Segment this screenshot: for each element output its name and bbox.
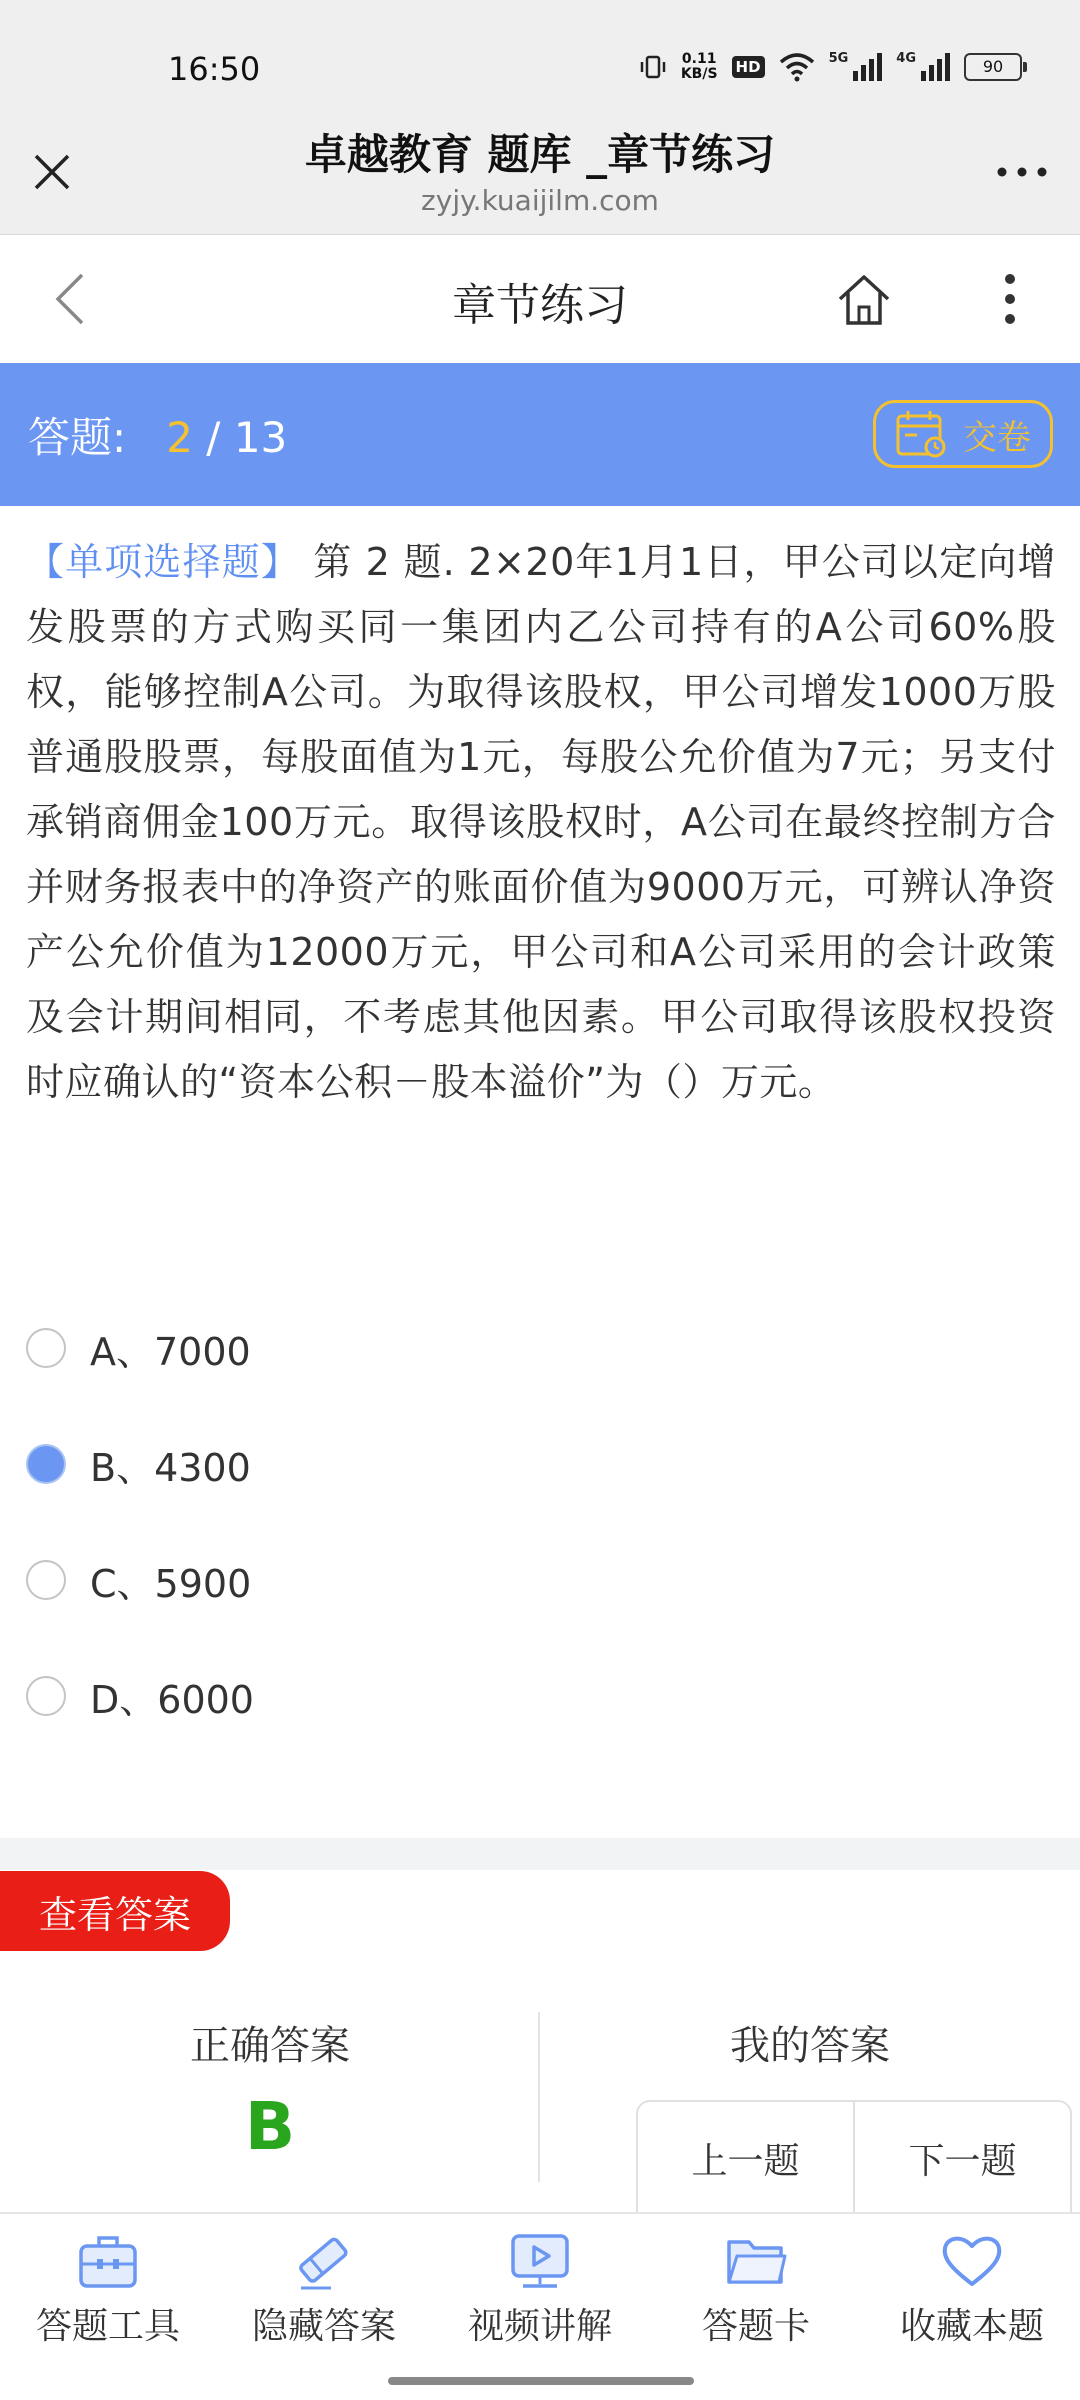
signal-label-1: 5G bbox=[828, 50, 849, 66]
tool-label: 答题工具 bbox=[35, 2306, 180, 2347]
progress-total: 13 bbox=[233, 413, 288, 462]
signal-icon bbox=[852, 53, 882, 81]
radio-button-selected[interactable] bbox=[26, 1444, 66, 1484]
browser-title: 卓越教育 题库 _章节练习 bbox=[304, 130, 776, 179]
submit-button[interactable] bbox=[873, 400, 1053, 468]
correct-answer-value: B bbox=[244, 2088, 296, 2165]
answer-divider bbox=[538, 2012, 540, 2182]
vibrate-icon bbox=[639, 53, 667, 81]
option-d[interactable] bbox=[26, 1638, 1056, 1754]
home-icon[interactable] bbox=[834, 269, 894, 329]
tool-video-explain[interactable] bbox=[432, 2214, 648, 2362]
tool-label: 答题卡 bbox=[701, 2306, 810, 2347]
hd-badge: HD bbox=[732, 56, 765, 78]
tool-label: 收藏本题 bbox=[899, 2306, 1044, 2347]
option-label: D、6000 bbox=[90, 1677, 254, 1722]
more-icon[interactable] bbox=[992, 160, 1052, 184]
section-divider bbox=[0, 1838, 1080, 1870]
tool-answer-card[interactable] bbox=[648, 2214, 864, 2362]
my-answer-title: 我的答案 bbox=[730, 2023, 890, 2069]
option-b[interactable] bbox=[26, 1406, 1056, 1522]
bottom-toolbar bbox=[0, 2212, 1080, 2362]
folder-icon bbox=[723, 2228, 789, 2294]
browser-bar bbox=[0, 110, 1080, 235]
option-c[interactable] bbox=[26, 1522, 1056, 1638]
option-label: A、7000 bbox=[90, 1329, 251, 1374]
home-indicator[interactable] bbox=[388, 2377, 694, 2385]
progress-bar bbox=[0, 363, 1080, 506]
video-icon bbox=[507, 2228, 573, 2294]
kebab-menu-icon[interactable] bbox=[990, 269, 1030, 329]
question-pager bbox=[636, 2100, 1072, 2214]
tool-hide-answer[interactable] bbox=[216, 2214, 432, 2362]
calendar-clock-icon bbox=[895, 409, 949, 459]
net-speed: 0.11 KB/S bbox=[680, 51, 718, 82]
page-title: 章节练习 bbox=[452, 280, 628, 331]
tool-favorite[interactable] bbox=[864, 2214, 1080, 2362]
battery-icon: 90 bbox=[964, 53, 1022, 81]
heart-icon bbox=[939, 2228, 1005, 2294]
option-label: C、5900 bbox=[90, 1561, 252, 1606]
eraser-icon bbox=[291, 2228, 357, 2294]
option-label: B、4300 bbox=[90, 1445, 251, 1490]
correct-answer-title: 正确答案 bbox=[190, 2023, 350, 2069]
status-icons bbox=[639, 52, 1022, 82]
browser-url: zyjy.kuaijilm.com bbox=[421, 184, 659, 217]
toolbox-icon bbox=[75, 2228, 141, 2294]
progress-current: 2 bbox=[166, 413, 193, 462]
nav-bar bbox=[0, 235, 1080, 363]
status-time: 16:50 bbox=[168, 50, 261, 88]
tool-label: 视频讲解 bbox=[467, 2306, 612, 2347]
question-body: 第 2 题. 2×20年1月1日，甲公司以定向增发股票的方式购买同一集团内乙公司持有的A公司60%股权，能够控制A公司。为取得该股权，甲公司增发1000万股普通股股票，每股面值为1元，每股公允价值为7元；另支付承销商佣金100万元。取得该股权时，A公司在最终控制方合并财务报表中的净资产的账面价值为9000万元，可辨认净资产公允价值为12000万元，甲公司和A公司采用的会计政策及会计期间相同，不考虑其他因素。甲公司取得该股权投资时应确认的“资本公积－股本溢价”为（）万元。 bbox=[26, 540, 1056, 1104]
signal-icon bbox=[920, 53, 950, 81]
option-a[interactable] bbox=[26, 1290, 1056, 1406]
view-answer-button[interactable]: 查看答案 bbox=[0, 1871, 230, 1951]
radio-button[interactable] bbox=[26, 1676, 66, 1716]
tool-label: 隐藏答案 bbox=[251, 2306, 396, 2347]
option-list bbox=[26, 1290, 1056, 1754]
radio-button[interactable] bbox=[26, 1560, 66, 1600]
progress-label: 答题: 2 / 13 bbox=[28, 413, 288, 462]
question-type: 【单项选择题】 bbox=[26, 540, 300, 584]
next-question-button[interactable]: 下一题 bbox=[853, 2102, 1070, 2214]
tool-answer-tools[interactable] bbox=[0, 2214, 216, 2362]
submit-label: 交卷 bbox=[963, 417, 1031, 458]
signal-label-2: 4G bbox=[896, 50, 916, 66]
prev-question-button[interactable]: 上一题 bbox=[691, 2140, 800, 2182]
question-text bbox=[26, 530, 1056, 1115]
radio-button[interactable] bbox=[26, 1328, 66, 1368]
wifi-icon bbox=[779, 52, 815, 82]
